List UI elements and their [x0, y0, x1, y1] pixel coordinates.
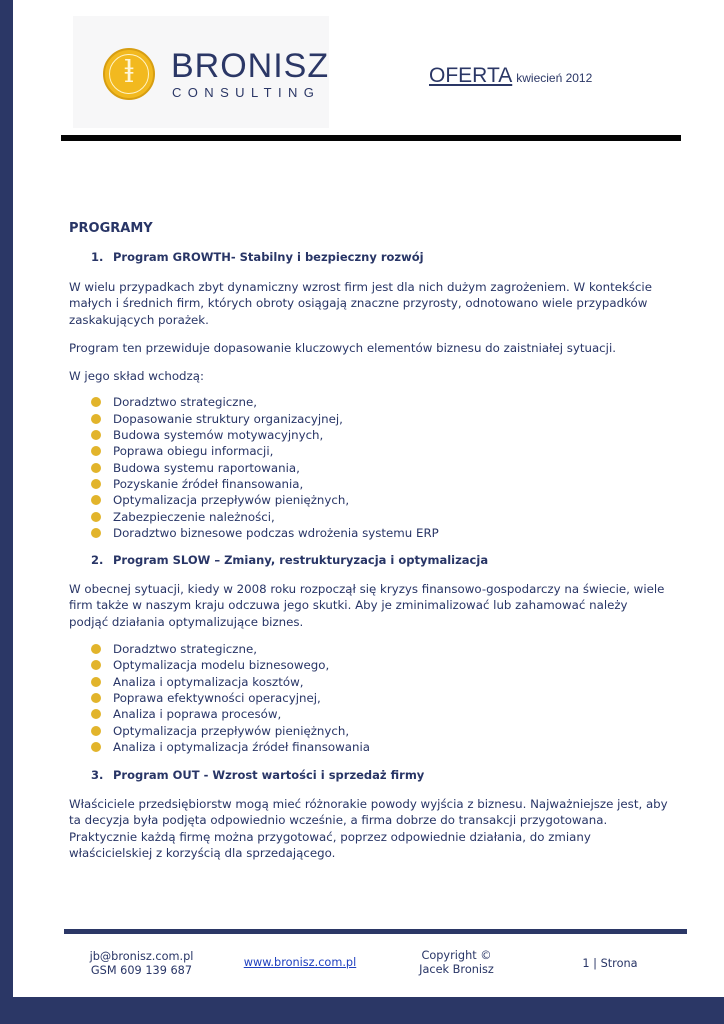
list-item: Analiza i optymalizacja źródeł finansowania [91, 739, 669, 755]
bullet-icon [91, 495, 101, 505]
list-item: Doradztwo strategiczne, [91, 641, 669, 657]
brand-subtitle: CONSULTING [172, 85, 321, 100]
footer-copyright: Copyright © Jacek Bronisz [419, 949, 494, 976]
website-link[interactable]: www.bronisz.com.pl [243, 956, 357, 969]
page-number: 1 | Strona [582, 957, 638, 970]
list-item: Doradztwo biznesowe podczas wdrożenia systemu ERP [91, 525, 669, 541]
program-1-list [69, 394, 669, 541]
offer-heading [429, 64, 592, 88]
bullet-icon [91, 644, 101, 654]
bullet-icon [91, 414, 101, 424]
program-1-list-intro: W jego skład wchodzą: [69, 369, 204, 384]
program-2-intro: W obecnej sytuacji, kiedy w 2008 roku rozpoczął się kryzys finansowo-gospodarczy na świecie, wiele firm także w naszym kraju odczuwa jego skutki. Aby je zminimalizować lub zahamować należy podjąć działania optymalizujące biznes. [69, 582, 665, 629]
program-3-intro: Właściciele przedsiębiorstw mogą mieć różnorakie powody wyjścia z biznesu. Najważniejsze jest, aby ta decyzja była podjęta odpowiednio wcześnie, a firma dobrze do transakcji przygotowana. Praktycznie każdą firmę można przygotować, poprzez odpowiednie działania, do zmiany właścicielskiej z korzyścią dla sprzedającego. [69, 797, 668, 861]
brand-name: BRONISZ [171, 47, 330, 85]
program-1-description: Program ten przewiduje dopasowanie kluczowych elementów biznesu do zaistniałej sytuacji. [69, 340, 616, 355]
bullet-icon [91, 693, 101, 703]
program-3-heading: 3. Program OUT - Wzrost wartości i sprzedaż firmy [91, 768, 425, 783]
footer-phone: GSM 609 139 687 [90, 964, 193, 977]
program-1-intro: W wielu przypadkach zbyt dynamiczny wzrost firm jest dla nich dużym zagrożeniem. W kontekście małych i średnich firm, których obroty osiągają znaczne przyrosty, odnotowano wiele przypadków zaskakujących porażek. [69, 280, 652, 327]
bullet-icon [91, 528, 101, 538]
program-2-heading: 2. Program SLOW – Zmiany, restrukturyzacja i optymalizacja [91, 553, 489, 568]
list-item: Pozyskanie źródeł finansowania, [91, 476, 669, 492]
bullet-icon [91, 726, 101, 736]
logo-emblem-icon: ⱡ [103, 48, 155, 100]
list-item: Optymalizacja modelu biznesowego, [91, 657, 669, 673]
section-heading: PROGRAMY [69, 221, 153, 236]
list-item: Budowa systemu raportowania, [91, 460, 669, 476]
list-item: Zabezpieczenie należności, [91, 509, 669, 525]
list-item: Optymalizacja przepływów pieniężnych, [91, 723, 669, 739]
bullet-icon [91, 446, 101, 456]
offer-date: kwiecień 2012 [516, 71, 593, 85]
bullet-icon [91, 677, 101, 687]
program-2-list [69, 641, 669, 755]
bottom-border-bar [0, 997, 724, 1024]
bullet-icon [91, 660, 101, 670]
bullet-icon [91, 742, 101, 752]
list-item: Optymalizacja przepływów pieniężnych, [91, 492, 669, 508]
left-border-bar [0, 0, 13, 1024]
bullet-icon [91, 512, 101, 522]
list-item: Doradztwo strategiczne, [91, 394, 669, 410]
list-item: Analiza i optymalizacja kosztów, [91, 674, 669, 690]
bullet-icon [91, 479, 101, 489]
list-item: Dopasowanie struktury organizacyjnej, [91, 411, 669, 427]
footer-email: jb@bronisz.com.pl [89, 950, 194, 963]
list-item: Poprawa obiegu informacji, [91, 443, 669, 459]
company-logo [73, 16, 329, 128]
offer-title: OFERTA [429, 64, 513, 87]
list-item: Budowa systemów motywacyjnych, [91, 427, 669, 443]
footer-website [238, 956, 362, 970]
list-item: Analiza i poprawa procesów, [91, 706, 669, 722]
bullet-icon [91, 463, 101, 473]
bullet-icon [91, 709, 101, 719]
bullet-icon [91, 397, 101, 407]
program-1-heading: 1. Program GROWTH- Stabilny i bezpieczny rozwój [91, 250, 424, 264]
footer-contact [84, 950, 199, 978]
bullet-icon [91, 430, 101, 440]
header-divider [61, 135, 681, 141]
footer-divider [64, 929, 687, 934]
document-body [69, 220, 669, 861]
list-item: Poprawa efektywności operacyjnej, [91, 690, 669, 706]
